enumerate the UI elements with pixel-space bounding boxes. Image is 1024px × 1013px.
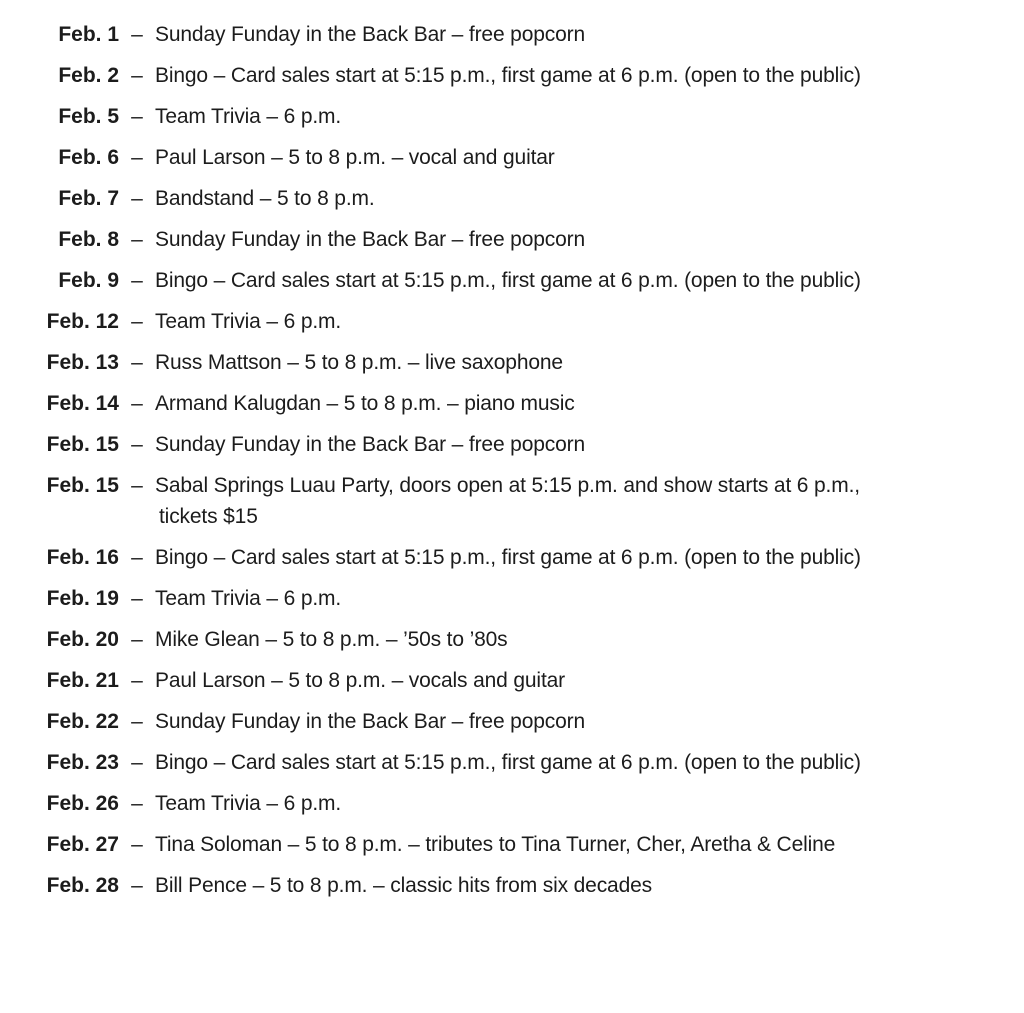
event-separator: – (131, 23, 143, 46)
event-row (0, 706, 1024, 737)
event-row (0, 747, 1024, 778)
event-separator: – (131, 269, 143, 292)
event-description: Armand Kalugdan – 5 to 8 p.m. – piano music (155, 392, 575, 415)
event-separator: – (131, 105, 143, 128)
event-description: Bill Pence – 5 to 8 p.m. – classic hits from six decades (155, 874, 652, 897)
event-date: Feb. 6 (58, 146, 119, 169)
event-date: Feb. 2 (58, 64, 119, 87)
event-row (0, 788, 1024, 819)
event-row (0, 347, 1024, 378)
event-date: Feb. 14 (46, 392, 119, 415)
event-separator: – (131, 64, 143, 87)
event-date: Feb. 15 (46, 433, 119, 456)
event-row (0, 624, 1024, 655)
event-date: Feb. 26 (46, 792, 119, 815)
event-separator: – (131, 310, 143, 333)
event-description-line-1: Sabal Springs Luau Party, doors open at 5:15 p.m. and show starts at 6 p.m., (155, 474, 860, 497)
event-separator: – (131, 751, 143, 774)
event-row (0, 142, 1024, 173)
event-description: Team Trivia – 6 p.m. (155, 587, 342, 610)
event-row (0, 101, 1024, 132)
event-separator: – (131, 146, 143, 169)
event-description: Bingo – Card sales start at 5:15 p.m., first game at 6 p.m. (open to the public) (155, 64, 861, 87)
event-row (0, 388, 1024, 419)
event-row (0, 583, 1024, 614)
event-description: Russ Mattson – 5 to 8 p.m. – live saxophone (155, 351, 563, 374)
event-date: Feb. 13 (46, 351, 119, 374)
event-description: Paul Larson – 5 to 8 p.m. – vocals and guitar (155, 669, 565, 692)
event-date: Feb. 7 (58, 187, 119, 210)
event-row (0, 224, 1024, 255)
event-description: Bingo – Card sales start at 5:15 p.m., first game at 6 p.m. (open to the public) (155, 546, 861, 569)
event-separator: – (131, 710, 143, 733)
event-description: Sunday Funday in the Back Bar – free popcorn (155, 23, 586, 46)
event-row (0, 306, 1024, 337)
event-separator: – (131, 833, 143, 856)
event-separator: – (131, 792, 143, 815)
event-separator: – (131, 187, 143, 210)
event-row (0, 19, 1024, 50)
event-separator: – (131, 628, 143, 651)
event-row (0, 265, 1024, 296)
event-row (0, 665, 1024, 696)
event-description-line-2: tickets $15 (159, 505, 258, 528)
event-schedule (0, 19, 1024, 911)
event-description (155, 470, 975, 532)
event-separator: – (131, 546, 143, 569)
event-separator: – (131, 587, 143, 610)
event-separator: – (131, 392, 143, 415)
event-separator: – (131, 228, 143, 251)
event-row (0, 183, 1024, 214)
event-description: Bandstand – 5 to 8 p.m. (155, 187, 375, 210)
event-date: Feb. 1 (58, 23, 119, 46)
event-description: Tina Soloman – 5 to 8 p.m. – tributes to Tina Turner, Cher, Aretha & Celine (155, 833, 836, 856)
event-row (0, 429, 1024, 460)
event-date: Feb. 19 (46, 587, 119, 610)
event-description: Bingo – Card sales start at 5:15 p.m., first game at 6 p.m. (open to the public) (155, 751, 861, 774)
event-description: Sunday Funday in the Back Bar – free popcorn (155, 710, 586, 733)
event-description: Mike Glean – 5 to 8 p.m. – ’50s to ’80s (155, 628, 508, 651)
event-date: Feb. 22 (46, 710, 119, 733)
event-date: Feb. 5 (58, 105, 119, 128)
event-date: Feb. 12 (46, 310, 119, 333)
event-date: Feb. 20 (46, 628, 119, 651)
event-row (0, 829, 1024, 860)
event-date: Feb. 8 (58, 228, 119, 251)
event-separator: – (131, 351, 143, 374)
event-description: Team Trivia – 6 p.m. (155, 310, 342, 333)
event-row (0, 60, 1024, 91)
event-separator: – (131, 669, 143, 692)
event-date: Feb. 27 (46, 833, 119, 856)
event-separator: – (131, 433, 143, 456)
event-row (0, 870, 1024, 901)
event-description: Paul Larson – 5 to 8 p.m. – vocal and guitar (155, 146, 555, 169)
event-description: Sunday Funday in the Back Bar – free popcorn (155, 228, 586, 251)
event-row (0, 542, 1024, 573)
event-separator: – (131, 874, 143, 897)
event-description: Team Trivia – 6 p.m. (155, 105, 342, 128)
event-date: Feb. 21 (46, 669, 119, 692)
event-date: Feb. 9 (58, 269, 119, 292)
event-date: Feb. 16 (46, 546, 119, 569)
event-separator: – (131, 474, 143, 497)
event-date: Feb. 23 (46, 751, 119, 774)
event-date: Feb. 28 (46, 874, 119, 897)
event-row (0, 470, 1024, 532)
event-description: Sunday Funday in the Back Bar – free popcorn (155, 433, 586, 456)
event-description: Bingo – Card sales start at 5:15 p.m., first game at 6 p.m. (open to the public) (155, 269, 861, 292)
event-date: Feb. 15 (46, 474, 119, 497)
event-description: Team Trivia – 6 p.m. (155, 792, 342, 815)
